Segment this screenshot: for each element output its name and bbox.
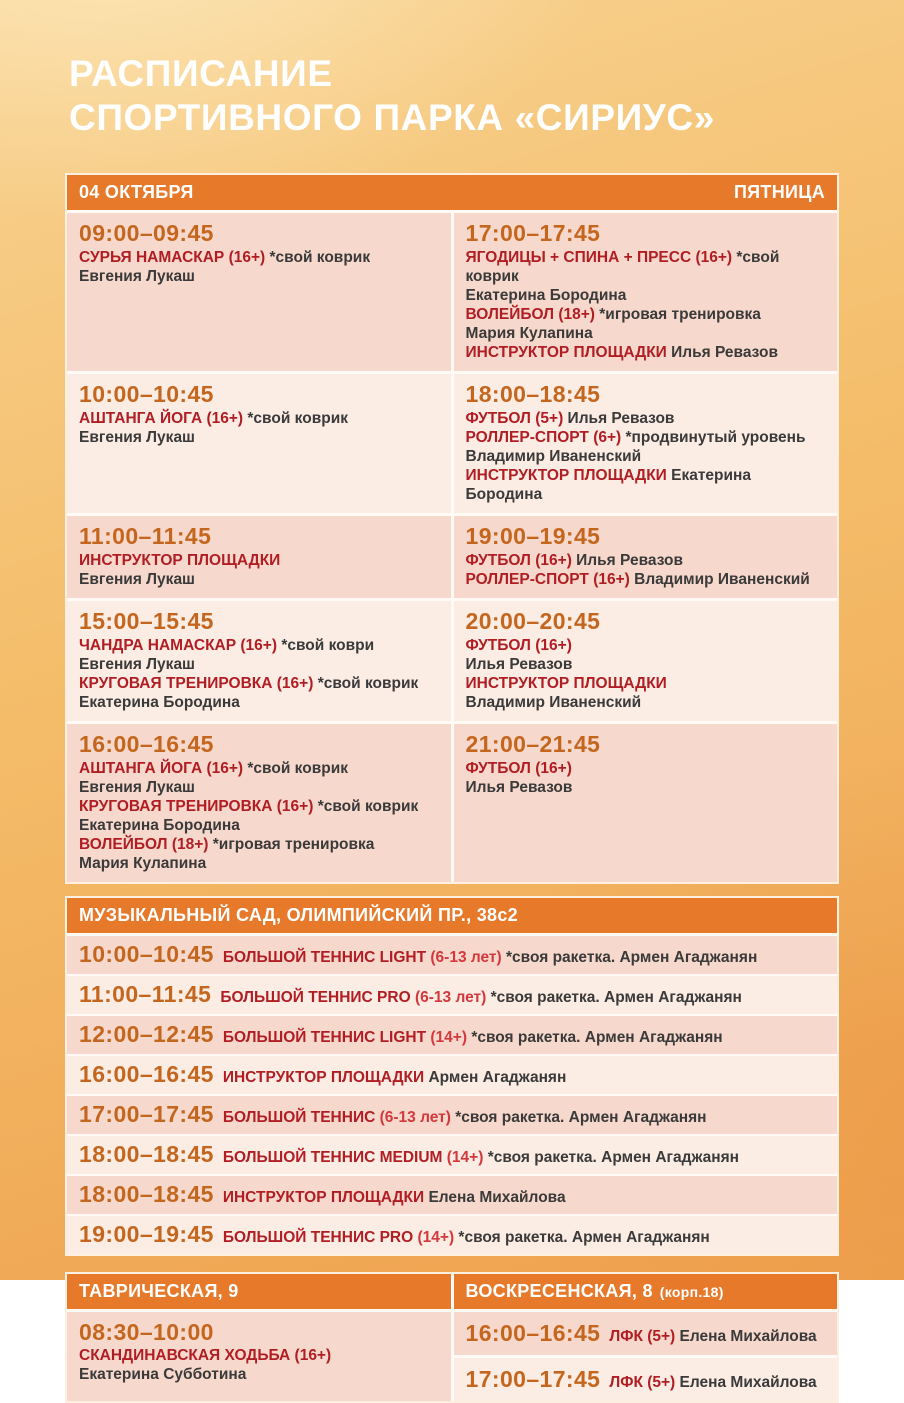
schedule-line [609,1327,816,1346]
time-label: 08:30–10:00 [79,1318,214,1345]
activity-label: БОЛЬШОЙ ТЕННИС PRO [222,1228,414,1246]
schedule-line [466,286,826,305]
schedule-cell [454,374,838,513]
schedule-row [67,516,837,598]
time-label: 15:00–15:45 [79,607,214,634]
schedule-cell [67,374,451,513]
activity-label: ФУТБОЛ (16+) [465,759,572,777]
schedule-line [79,778,439,797]
schedule-line [79,636,439,655]
schedule-line [466,428,826,447]
schedule-line [466,466,826,504]
trainer-name: Армен Агаджанян [571,1228,710,1246]
schedule-row [454,1358,838,1401]
schedule-cell [67,601,451,721]
trainer-name: Владимир Иваненский [465,693,642,711]
trainer-name: Илья Ревазов [465,778,573,796]
activity-label: КРУГОВАЯ ТРЕНИРОВКА (16+) [79,797,314,815]
activity-label: ФУТБОЛ (16+) [465,636,572,654]
activity-label: БОЛЬШОЙ ТЕННИС LIGHT [222,948,427,966]
schedule-line [466,551,826,570]
spacer [65,1256,839,1272]
garden-schedule-rows [67,936,837,1254]
schedule-row [67,213,837,371]
time-label: 19:00–19:45 [79,1220,214,1247]
day-schedule-rows [67,213,837,882]
schedule-line [79,797,439,816]
schedule-row [67,1216,837,1254]
time-label: 17:00–17:45 [79,1100,214,1127]
schedule-line [79,674,439,693]
activity-label: ИНСТРУКТОР ПЛОЩАДКИ [222,1068,425,1086]
trainer-name: Илья Ревазов [571,551,684,569]
schedule-line [466,655,826,674]
activity-label: ЛФК (5+) [609,1373,676,1391]
activity-label: БОЛЬШОЙ ТЕННИС [222,1108,376,1126]
day-schedule-section [65,173,839,884]
trainer-name: Армен Агаджанян [568,1108,707,1126]
trainer-name: Екатерина Бородина [79,816,240,834]
age-label: (14+) [442,1148,484,1166]
schedule-row [454,1312,838,1355]
schedule-line [79,248,439,267]
schedule-line [79,1365,439,1384]
note-label: *свой коврик [243,759,348,777]
trainer-name: Армен Агаджанян [424,1068,567,1086]
schedule-line [79,816,439,835]
activity-label: БОЛЬШОЙ ТЕННИС PRO [220,988,411,1006]
schedule-line [466,693,826,712]
activity-label: ВОЛЕЙБОЛ (18+) [465,305,595,323]
trainer-name: Евгения Лукаш [79,570,195,588]
schedule-line [79,570,439,589]
schedule-cell [454,601,838,721]
note-label: *свой коври [277,636,375,654]
trainer-name: Екатерина Бородина [465,466,752,503]
note-label: *свой коврик [243,409,348,427]
note-label: *своя ракетка. [486,988,605,1006]
activity-label: ЧАНДРА НАМАСКАР (16+) [79,636,278,654]
schedule-line [79,1346,439,1365]
spacer [65,884,839,896]
trainer-name: Евгения Лукаш [79,267,195,285]
schedule-line [79,693,439,712]
activity-label: РОЛЛЕР-СПОРТ (6+) [465,428,622,446]
time-label: 16:00–16:45 [465,1319,601,1346]
schedule-cell [454,724,838,882]
voskresenskaya-header-bar [454,1274,838,1309]
tavricheskaya-section [67,1274,451,1401]
note-label: *свой коврик [465,248,780,285]
note-label: *своя ракетка. [454,1228,572,1246]
schedule-line [466,447,826,466]
activity-label: ФУТБОЛ (16+) [465,551,572,569]
schedule-line [466,324,826,343]
voskresenskaya-address-label: ВОСКРЕСЕНСКАЯ, 8 [465,1280,653,1301]
activity-label: ИНСТРУКТОР ПЛОЩАДКИ [465,466,667,484]
activity-label: ИНСТРУКТОР ПЛОЩАДКИ [465,674,667,692]
trainer-name: Екатерина Субботина [79,1365,247,1383]
voskresenskaya-address-group [466,1281,724,1302]
schedule-line [79,267,439,286]
schedule-line [466,674,826,693]
time-label: 19:00–19:45 [465,522,601,549]
note-label: *свой коврик [313,797,419,815]
schedule-line [223,948,757,967]
schedule-line [220,988,742,1007]
weekday-label: ПЯТНИЦА [733,181,825,202]
schedule-line [79,428,439,447]
schedule-cell [454,213,838,371]
time-label: 11:00–11:45 [79,522,212,549]
tavricheskaya-address-label: ТАВРИЧЕСКАЯ, 9 [79,1280,239,1301]
voskresenskaya-building-label: (корп.18) [659,1283,724,1300]
time-label: 17:00–17:45 [465,219,601,246]
schedule-line [466,305,826,324]
age-label: (14+) [426,1028,468,1046]
schedule-row [67,1176,837,1214]
time-label: 16:00–16:45 [79,1060,214,1087]
schedule-row [67,374,837,513]
trainer-name: Елена Михайлова [424,1188,566,1206]
time-label: 18:00–18:45 [79,1180,214,1207]
note-label: *продвинутый уровень [621,428,806,446]
activity-label: ИНСТРУКТОР ПЛОЩАДКИ [465,343,667,361]
time-label: 16:00–16:45 [79,730,214,757]
schedule-line [223,1188,566,1207]
schedule-line [79,655,439,674]
time-label: 18:00–18:45 [79,1140,214,1167]
garden-header-bar [67,898,837,933]
trainer-name: Илья Ревазов [563,409,675,427]
schedule-line [466,248,826,286]
schedule-line [466,778,826,797]
time-label: 12:00–12:45 [79,1020,214,1047]
activity-label: ИНСТРУКТОР ПЛОЩАДКИ [222,1188,425,1206]
age-label: (6-13 лет) [375,1108,451,1126]
schedule-line [79,759,439,778]
trainer-name: Армен Агаджанян [604,988,742,1006]
schedule-line [223,1228,710,1247]
garden-schedule-section [65,896,839,1256]
trainer-name: Армен Агаджанян [584,1028,723,1046]
activity-label: БОЛЬШОЙ ТЕННИС LIGHT [222,1028,427,1046]
note-label: *своя ракетка. [501,948,620,966]
schedule-line [466,759,826,778]
activity-label: БОЛЬШОЙ ТЕННИС MEDIUM [222,1148,443,1166]
trainer-name: Евгения Лукаш [79,655,195,673]
schedule-row [67,724,837,882]
schedule-line [79,551,439,570]
time-label: 17:00–17:45 [465,1365,601,1392]
age-label: (14+) [413,1228,455,1246]
note-label: *игровая тренировка [594,305,761,323]
page-title-line2: СПОРТИВНОГО ПАРКА «СИРИУС» [69,97,715,139]
schedule-row [67,1096,837,1134]
schedule-line [223,1028,723,1047]
time-label: 18:00–18:45 [465,380,601,407]
schedule-line [466,570,826,589]
activity-label: СКАНДИНАВСКАЯ ХОДЬБА (16+) [79,1346,332,1364]
schedule-line [466,409,826,428]
note-label: *своя ракетка. [450,1108,569,1126]
garden-address-label: МУЗЫКАЛЬНЫЙ САД, ОЛИМПИЙСКИЙ ПР., 38с2 [79,904,518,925]
schedule-line [609,1373,816,1392]
page-title-line1: РАСПИСАНИЕ [69,53,333,94]
age-label: (6-13 лет) [426,948,502,966]
time-label: 21:00–21:45 [465,730,601,757]
schedule-row [67,1056,837,1094]
trainer-name: Елена Михайлова [675,1373,817,1391]
schedule-row [67,601,837,721]
activity-label: АШТАНГА ЙОГА (16+) [79,409,244,427]
schedule-row [67,1136,837,1174]
time-label: 10:00–10:45 [79,940,214,967]
activity-label: СУРЬЯ НАМАСКАР (16+) [79,248,266,266]
schedule-cell [454,516,838,598]
trainer-name: Мария Кулапина [465,324,593,342]
note-label: *свой коврик [313,674,419,692]
schedule-line [466,636,826,655]
trainer-name: Евгения Лукаш [79,778,195,796]
schedule-line [223,1068,567,1087]
activity-label: КРУГОВАЯ ТРЕНИРОВКА (16+) [79,674,314,692]
note-label: *игровая тренировка [208,835,375,853]
activity-label: РОЛЛЕР-СПОРТ (16+) [465,570,630,588]
schedule-line [79,409,439,428]
activity-label: ВОЛЕЙБОЛ (18+) [79,835,209,853]
day-header-bar [67,175,837,210]
trainer-name: Илья Ревазов [666,343,778,361]
date-label: 04 ОКТЯБРЯ [79,181,194,202]
schedule-line [79,835,439,854]
schedule-cell [67,213,451,371]
schedule-row [67,1016,837,1054]
trainer-name: Армен Агаджанян [619,948,758,966]
page-title [69,52,839,141]
bottom-sections [65,1272,839,1403]
trainer-name: Екатерина Бородина [79,693,240,711]
schedule-row [67,936,837,974]
time-label: 11:00–11:45 [79,980,212,1007]
tavricheskaya-header-bar [67,1274,451,1309]
schedule-line [466,343,826,362]
schedule-cell [67,1312,451,1401]
trainer-name: Илья Ревазов [465,655,573,673]
trainer-name: Елена Михайлова [675,1327,817,1345]
schedule-line [223,1148,739,1167]
schedule-cell [67,516,451,598]
schedule-cell [67,724,451,882]
note-label: *своя ракетка. [467,1028,585,1046]
schedule-line [79,854,439,873]
trainer-name: Мария Кулапина [79,854,207,872]
voskresenskaya-rows [454,1312,838,1401]
activity-label: ЯГОДИЦЫ + СПИНА + ПРЕСС (16+) [465,248,733,266]
schedule-row [67,976,837,1014]
note-label: *свой коврик [265,248,371,266]
activity-label: АШТАНГА ЙОГА (16+) [79,759,244,777]
trainer-name: Владимир Иваненский [465,447,642,465]
trainer-name: Владимир Иваненский [629,570,810,588]
activity-label: ФУТБОЛ (5+) [465,409,564,427]
time-label: 10:00–10:45 [79,380,214,407]
time-label: 09:00–09:45 [79,219,214,246]
trainer-name: Екатерина Бородина [465,286,627,304]
activity-label: ИНСТРУКТОР ПЛОЩАДКИ [79,551,281,569]
schedule-line [223,1108,707,1127]
age-label: (6-13 лет) [410,988,487,1006]
voskresenskaya-section [454,1274,838,1401]
time-label: 20:00–20:45 [465,607,601,634]
trainer-name: Армен Агаджанян [601,1148,740,1166]
activity-label: ЛФК (5+) [609,1327,676,1345]
note-label: *своя ракетка. [483,1148,602,1166]
trainer-name: Евгения Лукаш [79,428,195,446]
